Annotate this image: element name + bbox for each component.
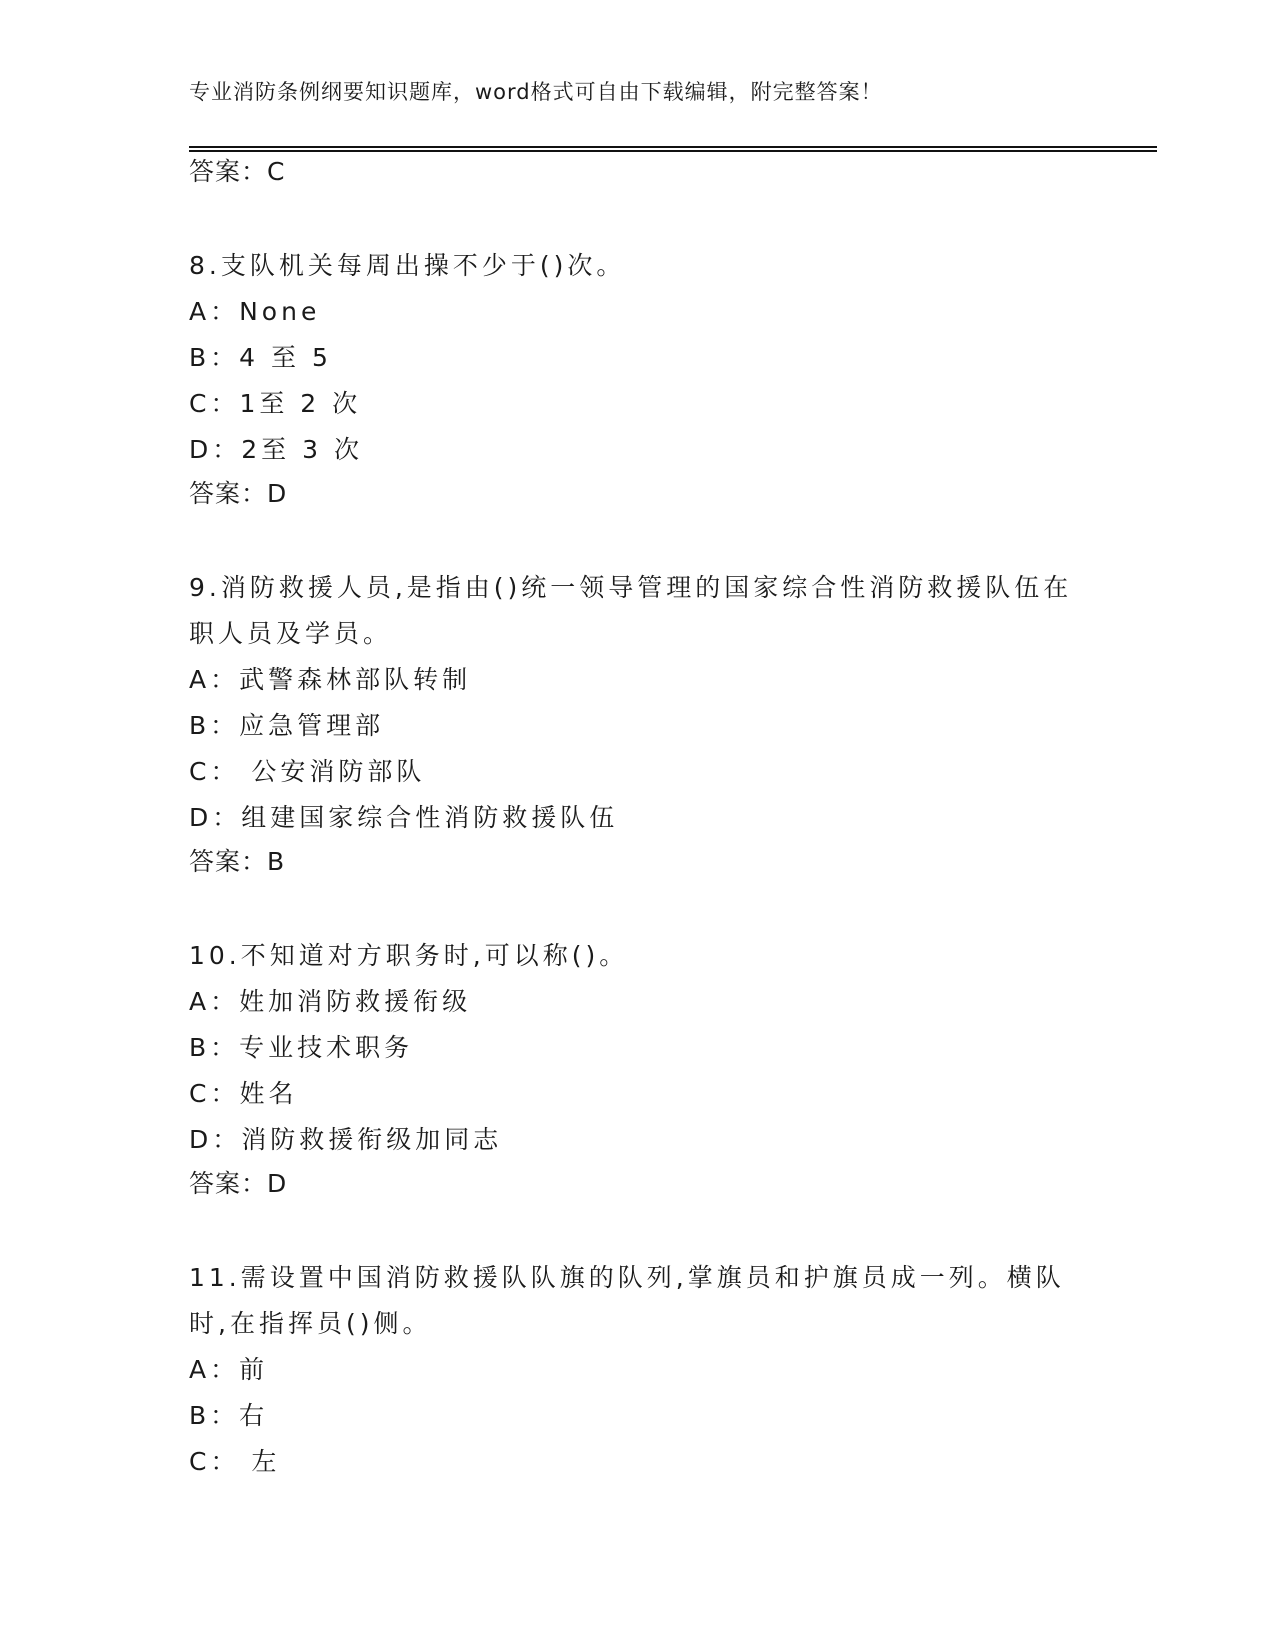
question-stem: 8.支队机关每周出操不少于()次。	[189, 251, 626, 280]
question-item	[189, 1255, 1089, 1485]
header-rule-bottom	[189, 150, 1157, 152]
option-c: C： 公安消防部队	[189, 757, 426, 786]
answer-line: 答案：D	[189, 1169, 288, 1198]
option-c: C：姓名	[189, 1079, 298, 1108]
option-b: B：专业技术职务	[189, 1033, 414, 1062]
option-b: B：4 至 5	[189, 343, 332, 372]
option-d: D：消防救援衔级加同志	[189, 1125, 503, 1154]
option-a: A：姓加消防救援衔级	[189, 987, 472, 1016]
option-c: C：1至 2 次	[189, 389, 362, 418]
option-b: B：右	[189, 1401, 269, 1430]
option-a: A：武警森林部队转制	[189, 665, 472, 694]
answer-line: 答案：C	[189, 157, 286, 186]
question-stem: 11.需设置中国消防救援队队旗的队列,掌旗员和护旗员成一列。横队时,在指挥员()侧。	[189, 1263, 1065, 1338]
option-a: A：None	[189, 297, 321, 326]
option-d: D：2至 3 次	[189, 435, 363, 464]
question-list	[189, 155, 1089, 1485]
header-rule-top	[189, 146, 1157, 148]
answer-line: 答案：B	[189, 847, 286, 876]
question-item	[189, 243, 1089, 523]
option-b: B：应急管理部	[189, 711, 385, 740]
page-header: 专业消防条例纲要知识题库，word格式可自由下载编辑，附完整答案！	[189, 80, 883, 104]
question-stem: 9.消防救援人员,是指由()统一领导管理的国家综合性消防救援队伍在职人员及学员。	[189, 573, 1073, 648]
question-item	[189, 565, 1089, 891]
question-stem: 10.不知道对方职务时,可以称()。	[189, 941, 629, 970]
option-c: C： 左	[189, 1447, 281, 1476]
option-a: A：前	[189, 1355, 269, 1384]
answer-line: 答案：D	[189, 479, 288, 508]
option-d: D：组建国家综合性消防救援队伍	[189, 803, 619, 832]
question-item	[189, 933, 1089, 1213]
